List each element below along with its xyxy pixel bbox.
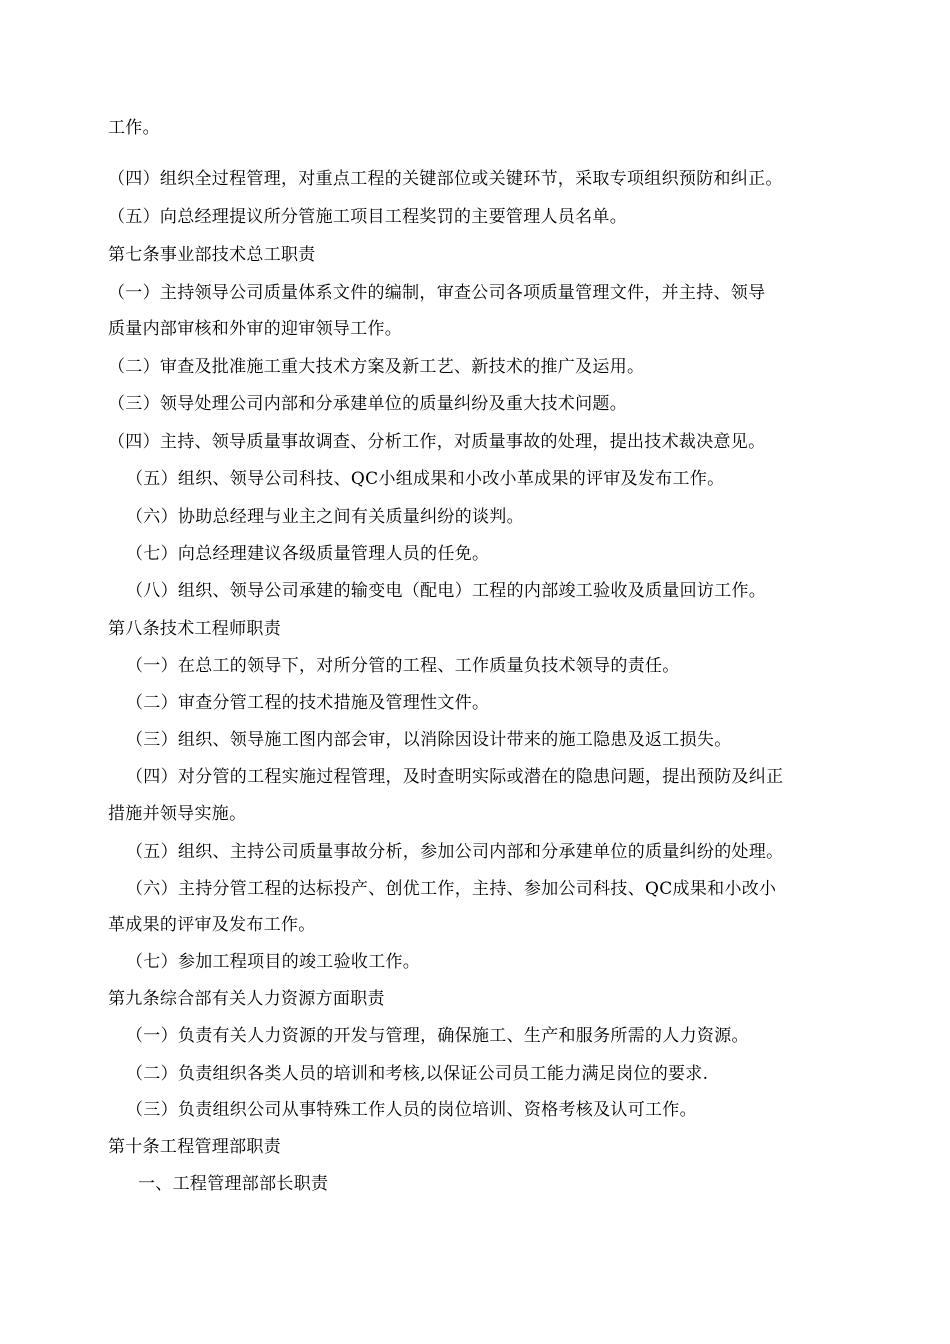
text-line: （四）组织全过程管理，对重点工程的关键部位或关键环节，采取专项组织预防和纠正。	[108, 169, 783, 189]
text-line: 质量内部审核和外审的迎审领导工作。	[108, 319, 403, 339]
text-line: （四）对分管的工程实施过程管理，及时查明实际或潜在的隐患问题，提出预防及纠正	[126, 767, 784, 787]
section-heading: 第八条技术工程师职责	[108, 619, 281, 639]
text-line: （二）审查分管工程的技术措施及管理性文件。	[126, 693, 490, 713]
section-heading: 第十条工程管理部职责	[108, 1137, 281, 1157]
text-line: （一）在总工的领导下，对所分管的工程、工作质量负技术领导的责任。	[126, 656, 680, 676]
text-line: （六）主持分管工程的达标投产、创优工作，主持、参加公司科技、QC成果和小改小	[126, 879, 777, 899]
text-line: （五）组织、主持公司质量事故分析，参加公司内部和分承建单位的质量纠纷的处理。	[126, 842, 784, 862]
text-line: （六）协助总经理与业主之间有关质量纠纷的谈判。	[126, 507, 524, 527]
text-line: （五）向总经理提议所分管施工项目工程奖罚的主要管理人员名单。	[108, 207, 627, 227]
text-line: （三）组织、领导施工图内部会审，以消除因设计带来的施工隐患及返工损失。	[126, 730, 732, 750]
section-heading: 第七条事业部技术总工职责	[108, 245, 316, 265]
text-line: 革成果的评审及发布工作。	[108, 915, 316, 935]
text-line: （三）领导处理公司内部和分承建单位的质量纠纷及重大技术问题。	[108, 394, 627, 414]
text-line: （七）参加工程项目的竣工验收工作。	[126, 952, 421, 972]
text-line: 措施并领导实施。	[108, 804, 247, 824]
text-line: （四）主持、领导质量事故调查、分析工作，对质量事故的处理，提出技术裁决意见。	[108, 432, 766, 452]
text-line: （二）审查及批准施工重大技术方案及新工艺、新技术的推广及运用。	[108, 357, 645, 377]
section-heading: 第九条综合部有关人力资源方面职责	[108, 989, 385, 1009]
text-line: （一）主持领导公司质量体系文件的编制，审查公司各项质量管理文件，并主持、领导	[108, 283, 766, 303]
subsection-heading: 一、工程管理部部长职责	[138, 1174, 329, 1194]
text-line: （八）组织、领导公司承建的输变电（配电）工程的内部竣工验收及质量回访工作。	[126, 581, 767, 601]
text-line: （二）负责组织各类人员的培训和考核,以保证公司员工能力满足岗位的要求.	[126, 1064, 709, 1084]
text-line: （五）组织、领导公司科技、QC小组成果和小改小革成果的评审及发布工作。	[126, 469, 725, 489]
text-line: （三）负责组织公司从事特殊工作人员的岗位培训、资格考核及认可工作。	[126, 1100, 697, 1120]
text-line: （一）负责有关人力资源的开发与管理，确保施工、生产和服务所需的人力资源。	[126, 1026, 749, 1046]
text-line: 工作。	[108, 118, 160, 138]
text-line: （七）向总经理建议各级质量管理人员的任免。	[126, 544, 490, 564]
